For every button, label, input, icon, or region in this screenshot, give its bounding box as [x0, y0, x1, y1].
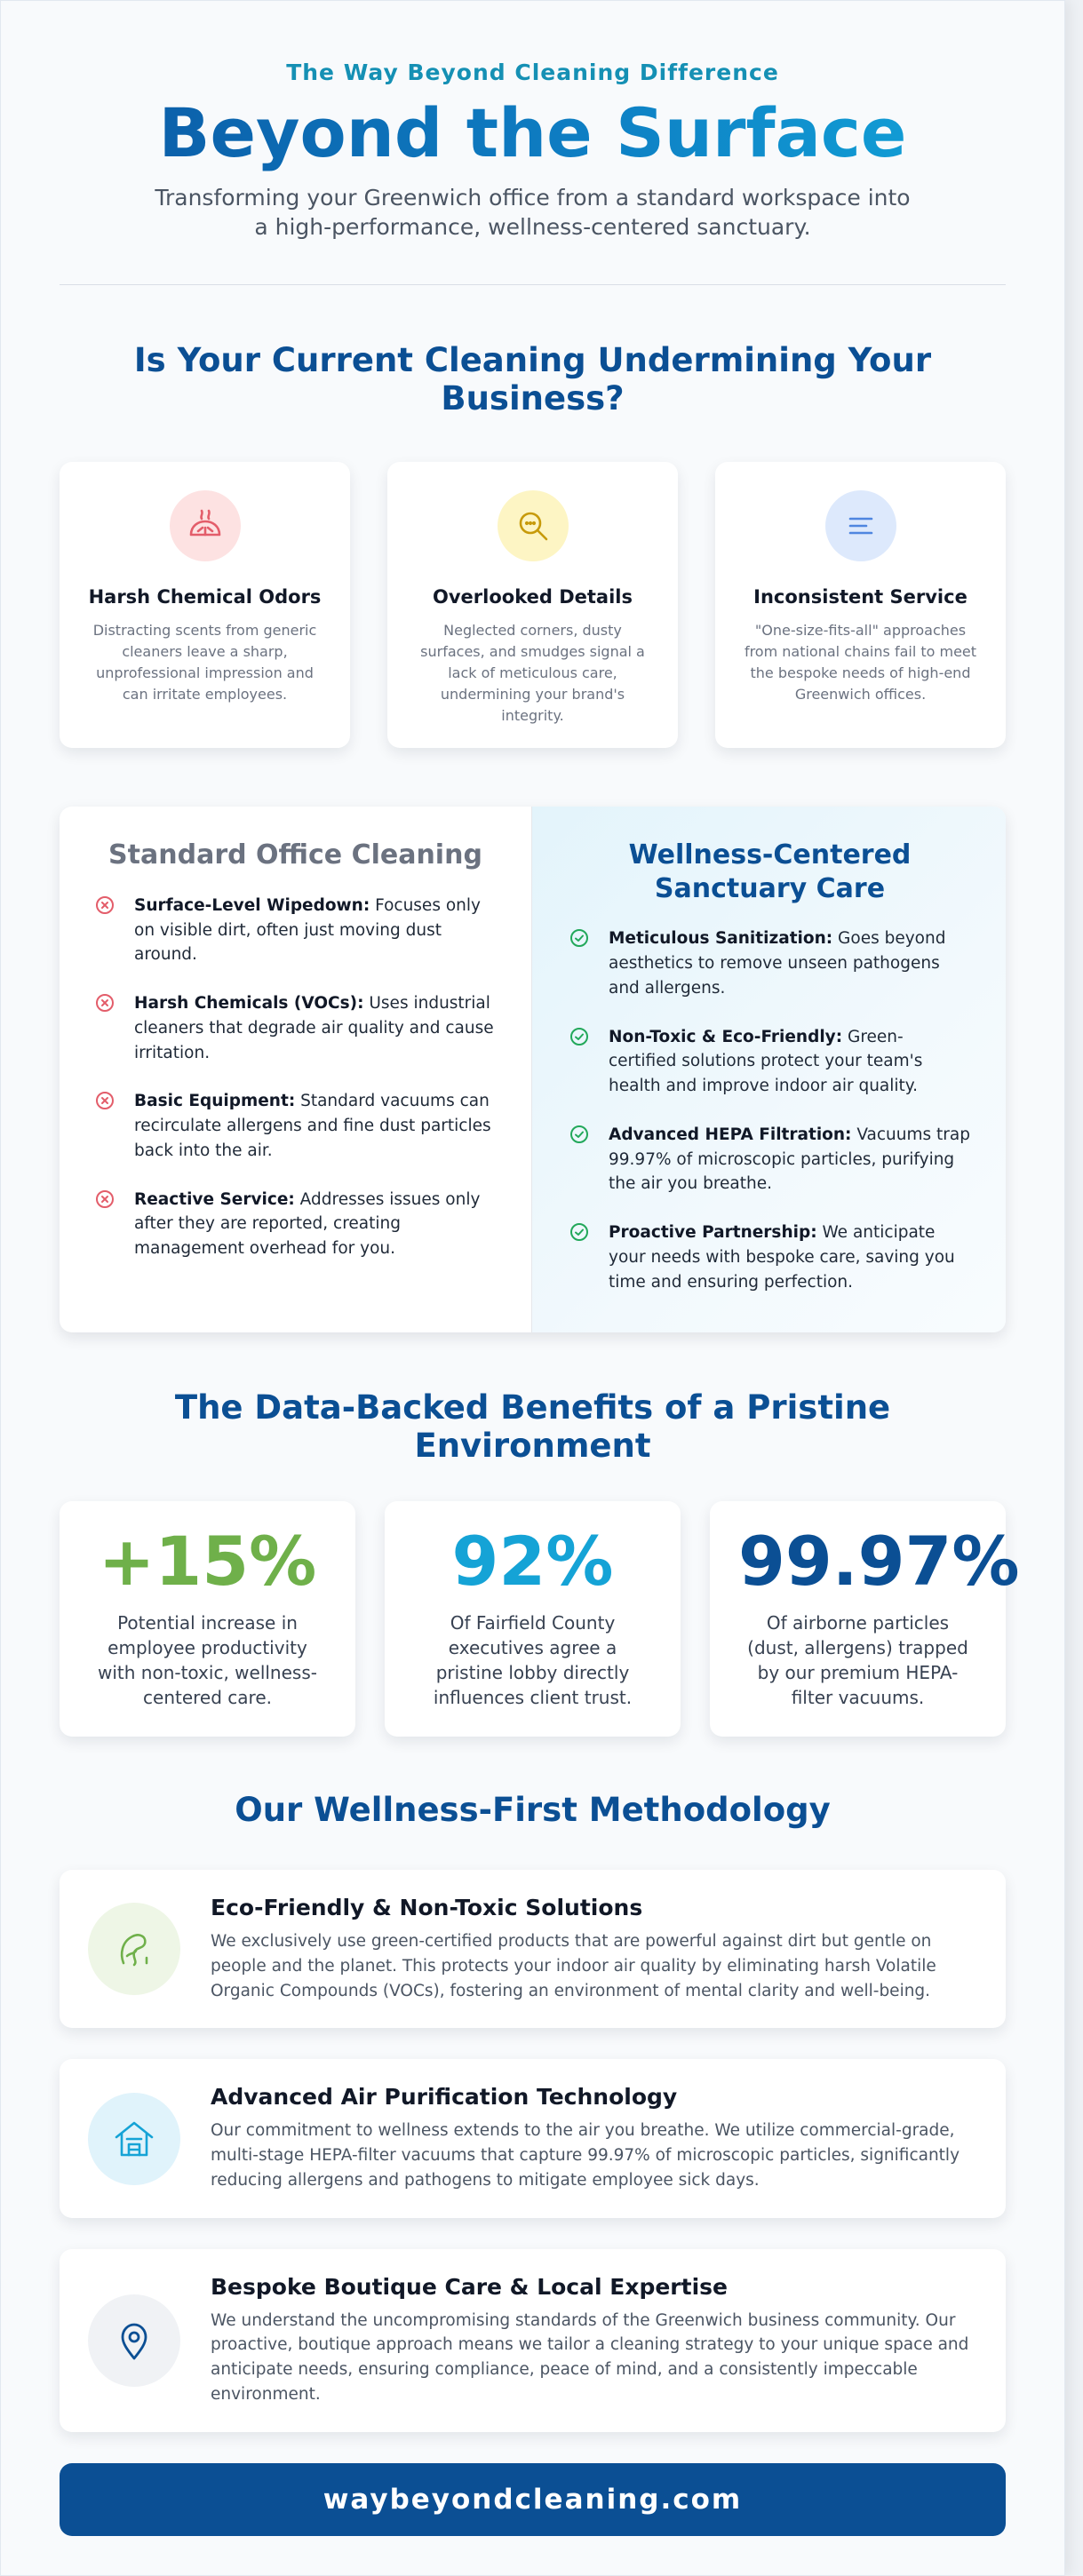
- benefits-section-title: The Data-Backed Benefits of a Pristine Environment: [174, 1388, 891, 1466]
- stat-value: +15%: [98, 1521, 317, 1601]
- list-item: [569, 1123, 970, 1197]
- method-card-eco-friendly: [60, 1870, 1006, 2028]
- list-item: [569, 926, 970, 1000]
- method-card-title: Bespoke Boutique Care & Local Expertise: [211, 2273, 728, 2300]
- problem-card-title: Inconsistent Service: [753, 586, 968, 608]
- x-circle-icon: [95, 1091, 115, 1110]
- problem-cards: [60, 462, 1006, 748]
- list-item-text: Meticulous Sanitization: Goes beyond aesthetics to remove unseen pathogens and allergens.: [609, 929, 946, 998]
- problem-card-title: Overlooked Details: [433, 586, 633, 608]
- problem-card-text: Distracting scents from generic cleaners leave a sharp, unprofessional impression and can irritate employees.: [92, 622, 317, 704]
- stat-cards: [60, 1501, 1020, 1737]
- method-card-body: [211, 1895, 974, 2003]
- methodology-list: [60, 1870, 1006, 2432]
- list-item-text: Reactive Service: Addresses issues only after they are reported, creating management overhead for you.: [134, 1189, 481, 1259]
- stat-description: Of Fairfield County executives agree a pristine lobby directly influences client trust.: [433, 1612, 633, 1709]
- list-item: [569, 1220, 970, 1294]
- leaf-icon: [88, 1903, 180, 1995]
- stat-description: Potential increase in employee productivity with non-toxic, wellness-centered care.: [98, 1612, 317, 1709]
- problems-section-title: Is Your Current Cleaning Undermining Your Business?: [133, 341, 932, 417]
- list-item-text: Proactive Partnership: We anticipate your needs with bespoke care, saving you time and ensuring perfection.: [609, 1223, 955, 1292]
- stat-card-productivity: [60, 1501, 355, 1737]
- method-card-body: [211, 2084, 974, 2192]
- stat-card-client-trust: [385, 1501, 681, 1737]
- list-item-text: Surface-Level Wipedown: Focuses only on visible dirt, often just moving dust around.: [134, 895, 481, 965]
- air-house-icon: [88, 2093, 180, 2185]
- wellness-care-list: [569, 926, 970, 1294]
- method-card-title: Eco-Friendly & Non-Toxic Solutions: [211, 1895, 643, 1921]
- method-card-title: Advanced Air Purification Technology: [211, 2084, 678, 2111]
- list-item: [569, 1025, 970, 1099]
- method-card-air-purification: [60, 2059, 1006, 2217]
- page-subtitle: Transforming your Greenwich office from a standard workspace into a high-performance, wellness-centered sanctuary.: [155, 185, 911, 240]
- list-item-text: Non-Toxic & Eco-Friendly: Green-certified solutions protect your team's health and improve indoor air quality.: [609, 1027, 923, 1096]
- check-circle-icon: [569, 1125, 589, 1144]
- problem-card-chemical-odors: [60, 462, 350, 748]
- x-circle-icon: [95, 1189, 115, 1209]
- check-circle-icon: [569, 1222, 589, 1242]
- website-link[interactable]: waybeyondcleaning.com: [323, 2483, 743, 2516]
- list-item: [95, 1188, 496, 1261]
- comparison-panel: [60, 807, 1006, 1332]
- method-card-text: Our commitment to wellness extends to the air you breathe. We utilize commercial-grade, multi-stage HEPA-filter vacuums that capture 99.97% of microscopic particles, significantly reducing allergens and pathogens to mitigate employee sick days.: [211, 2121, 960, 2190]
- stat-description: Of airborne particles (dust, allergens) trapped by our premium HEPA-filter vacuums.: [747, 1612, 968, 1709]
- methodology-section-title: Our Wellness-First Methodology: [235, 1790, 831, 1829]
- stat-card-hepa: [710, 1501, 1020, 1737]
- check-circle-icon: [569, 1027, 589, 1046]
- list-item: [95, 1089, 496, 1163]
- x-circle-icon: [95, 993, 115, 1013]
- header-divider: [60, 284, 1006, 285]
- stat-value: 92%: [451, 1521, 614, 1601]
- problem-card-title: Harsh Chemical Odors: [88, 586, 322, 608]
- standard-cleaning-title: Standard Office Cleaning: [108, 839, 482, 871]
- list-item: [95, 894, 496, 967]
- website-banner[interactable]: [60, 2463, 1006, 2536]
- page-title: Beyond the Surface: [60, 94, 1006, 171]
- standard-cleaning-list: [95, 894, 496, 1261]
- wellness-care-title: Wellness-Centered Sanctuary Care: [628, 839, 912, 904]
- method-card-body: [211, 2274, 974, 2407]
- problem-card-text: "One-size-fits-all" approaches from national chains fail to meet the bespoke needs of high-end Greenwich offices.: [744, 622, 977, 704]
- chemical-odor-icon: [170, 490, 241, 561]
- standard-cleaning-column: [60, 807, 532, 1332]
- problem-card-overlooked-details: [387, 462, 678, 748]
- location-pin-icon: [88, 2294, 180, 2387]
- list-item-text: Basic Equipment: Standard vacuums can recirculate allergens and fine dust particles back into the air.: [134, 1092, 491, 1160]
- method-card-text: We exclusively use green-certified products that are powerful against dirt but gentle on people and the planet. This protects your indoor air quality by eliminating harsh Volatile Organic Compounds (VOCs), fostering an environment of mental clarity and well-being.: [211, 1932, 936, 2000]
- tagline: The Way Beyond Cleaning Difference: [286, 60, 779, 85]
- list-item: [95, 991, 496, 1065]
- problem-card-text: Neglected corners, dusty surfaces, and smudges signal a lack of meticulous care, undermining your brand's integrity.: [420, 622, 645, 725]
- list-item-text: Harsh Chemicals (VOCs): Uses industrial cleaners that degrade air quality and cause irritation.: [134, 994, 494, 1062]
- method-card-boutique-care: [60, 2249, 1006, 2432]
- lines-icon: [825, 490, 896, 561]
- x-circle-icon: [95, 895, 115, 915]
- list-item-text: Advanced HEPA Filtration: Vacuums trap 99.97% of microscopic particles, purifying the air you breathe.: [609, 1125, 970, 1194]
- method-card-text: We understand the uncompromising standards of the Greenwich business community. Our proactive, boutique approach means we tailor a cleaning strategy to your unique space and anticipate needs, ensuring compliance, peace of mind, and a consistently impeccable environment.: [211, 2310, 969, 2404]
- wellness-care-column: [532, 807, 1006, 1332]
- stat-value: 99.97%: [738, 1521, 1020, 1601]
- check-circle-icon: [569, 928, 589, 948]
- magnifier-icon: [498, 490, 569, 561]
- problem-card-inconsistent-service: [715, 462, 1006, 748]
